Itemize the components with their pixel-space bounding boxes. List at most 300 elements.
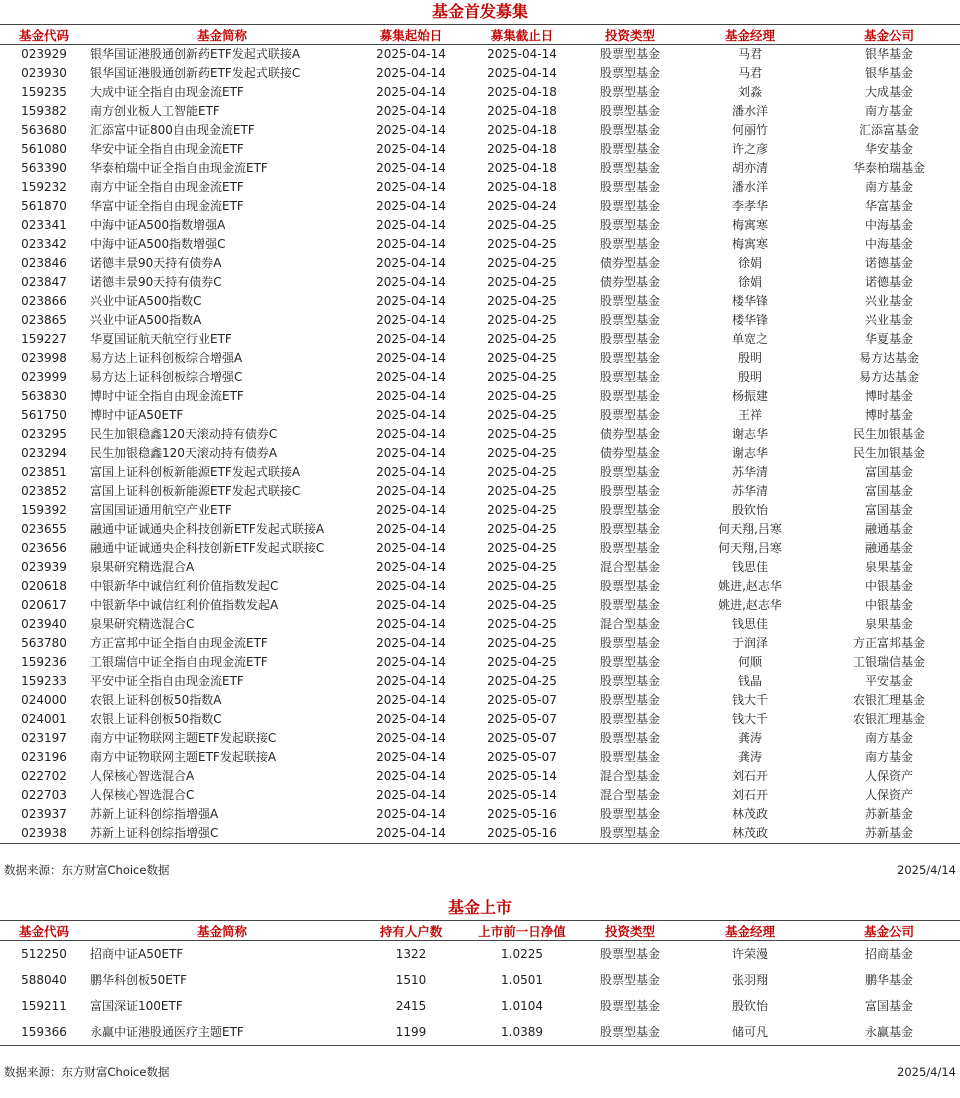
column-header-col-4: 募集截止日 [466, 25, 578, 45]
table-row [0, 140, 960, 159]
cell-col-3: 2025-04-14 [376, 66, 446, 80]
cell-investment-type: 股票型基金 [599, 693, 660, 707]
cell-fund-manager: 姚进,赵志华 [718, 579, 782, 593]
cell-fund-name: 中海中证A500指数增强C [90, 237, 226, 251]
cell-fund-code: 023196 [21, 750, 67, 764]
cell-fund-manager: 刘石开 [731, 769, 768, 783]
cell-fund-code: 023294 [21, 446, 67, 460]
cell-investment-type: 股票型基金 [599, 85, 660, 99]
cell-fund-code: 023929 [21, 47, 67, 61]
cell-fund-code: 561080 [21, 142, 67, 156]
table-row [0, 216, 960, 235]
cell-col-4: 2025-04-25 [487, 579, 557, 593]
cell-fund-name: 南方中证物联网主题ETF发起联接C [90, 731, 277, 745]
cell-fund-manager: 徐娟 [737, 275, 762, 289]
cell-fund-name: 中银新华中诚信红利价值指数发起A [90, 598, 279, 612]
cell-investment-type: 混合型基金 [599, 560, 660, 574]
column-header-investment-type: 投资类型 [578, 921, 682, 941]
cell-col-4: 2025-05-07 [487, 750, 557, 764]
cell-col-4: 1.0389 [466, 1019, 578, 1046]
cell-fund-code: 022703 [21, 788, 67, 802]
cell-fund-company: 汇添富基金 [858, 123, 919, 137]
cell-col-3: 2025-04-14 [376, 218, 446, 232]
cell-fund-code: 159235 [21, 85, 67, 99]
fund-listing-table [0, 920, 960, 1046]
cell-col-3: 2025-04-14 [376, 427, 446, 441]
cell-investment-type: 股票型基金 [599, 636, 660, 650]
cell-fund-code: 023852 [21, 484, 67, 498]
cell-fund-company: 富国基金 [864, 484, 913, 498]
cell-fund-name: 富国上证科创板新能源ETF发起式联接A [90, 465, 301, 479]
cell-fund-code: 023938 [0, 824, 88, 844]
cell-investment-type: 股票型基金 [599, 180, 660, 194]
cell-fund-code: 023937 [21, 807, 67, 821]
cell-fund-code: 159233 [21, 674, 67, 688]
table-row [0, 425, 960, 444]
cell-col-3: 2025-04-14 [376, 256, 446, 270]
table-row [0, 273, 960, 292]
cell-fund-name: 华安中证全指自由现金流ETF [90, 142, 244, 156]
cell-col-4: 2025-04-25 [487, 351, 557, 365]
cell-fund-manager: 许之彦 [731, 142, 768, 156]
cell-fund-name: 泉果研究精选混合C [90, 617, 195, 631]
cell-fund-manager: 钱大千 [731, 693, 768, 707]
cell-fund-manager: 殷明 [737, 370, 762, 384]
cell-col-3: 2025-04-14 [356, 824, 466, 844]
cell-fund-company: 华富基金 [864, 199, 913, 213]
table-row [0, 824, 960, 844]
cell-fund-manager: 林茂政 [682, 824, 818, 844]
cell-col-4: 2025-05-16 [487, 807, 557, 821]
cell-investment-type: 股票型基金 [599, 731, 660, 745]
cell-investment-type: 股票型基金 [599, 999, 660, 1013]
table-row [0, 121, 960, 140]
cell-fund-manager: 姚进,赵志华 [718, 598, 782, 612]
cell-fund-code: 023846 [21, 256, 67, 270]
cell-fund-company: 永赢基金 [818, 1019, 960, 1046]
cell-fund-code: 588040 [21, 973, 67, 987]
table-row [0, 45, 960, 65]
cell-fund-company: 南方基金 [864, 750, 913, 764]
cell-col-4: 2025-04-25 [487, 484, 557, 498]
cell-fund-name: 大成中证全指自由现金流ETF [90, 85, 244, 99]
cell-fund-manager: 刘石开 [731, 788, 768, 802]
cell-fund-manager: 楼华锋 [731, 294, 768, 308]
table-row [0, 710, 960, 729]
cell-fund-name: 富国深证100ETF [90, 999, 183, 1013]
cell-col-4: 2025-04-18 [487, 142, 557, 156]
cell-fund-company: 民生加银基金 [852, 427, 925, 441]
table-row [0, 520, 960, 539]
table-row [0, 235, 960, 254]
table-row [0, 786, 960, 805]
cell-fund-code: 159236 [21, 655, 67, 669]
cell-col-4: 2025-04-18 [487, 161, 557, 175]
cell-col-4: 2025-04-25 [487, 427, 557, 441]
cell-col-3: 2025-04-14 [376, 522, 446, 536]
cell-col-4: 2025-04-18 [487, 104, 557, 118]
cell-fund-manager: 王祥 [737, 408, 762, 422]
table-row [0, 254, 960, 273]
cell-fund-name: 人保核心智选混合A [90, 769, 195, 783]
cell-investment-type: 债券型基金 [599, 446, 660, 460]
cell-investment-type: 股票型基金 [599, 947, 660, 961]
cell-fund-code: 023655 [21, 522, 67, 536]
cell-col-4: 2025-04-25 [487, 408, 557, 422]
cell-fund-company: 苏新基金 [818, 824, 960, 844]
cell-col-3: 2025-04-14 [376, 104, 446, 118]
cell-fund-manager: 刘淼 [737, 85, 762, 99]
table-row [0, 311, 960, 330]
cell-fund-company: 人保资产 [864, 769, 913, 783]
cell-fund-company: 富国基金 [864, 999, 913, 1013]
cell-fund-company: 银华基金 [864, 47, 913, 61]
cell-col-3: 2025-04-14 [376, 693, 446, 707]
cell-fund-company: 人保资产 [864, 788, 913, 802]
data-source-label: 数据来源：东方财富Choice数据 [4, 863, 170, 877]
table-row [0, 178, 960, 197]
cell-investment-type: 股票型基金 [599, 598, 660, 612]
cell-investment-type: 股票型基金 [578, 1019, 682, 1046]
report-date: 2025/4/14 [897, 863, 956, 877]
cell-fund-name: 银华国证港股通创新药ETF发起式联接C [90, 66, 301, 80]
cell-col-4: 2025-05-07 [487, 693, 557, 707]
cell-investment-type: 股票型基金 [599, 484, 660, 498]
cell-col-3: 2025-04-14 [376, 294, 446, 308]
cell-col-3: 2025-04-14 [376, 484, 446, 498]
cell-investment-type: 股票型基金 [599, 218, 660, 232]
cell-investment-type: 股票型基金 [599, 47, 660, 61]
cell-fund-company: 南方基金 [864, 731, 913, 745]
cell-fund-name: 南方中证全指自由现金流ETF [90, 180, 244, 194]
cell-col-3: 2025-04-14 [376, 636, 446, 650]
cell-fund-manager: 苏华清 [731, 484, 768, 498]
cell-fund-name: 融通中证诚通央企科技创新ETF发起式联接C [90, 541, 325, 555]
table-row [0, 406, 960, 425]
cell-fund-company: 诺德基金 [864, 256, 913, 270]
table-row [0, 691, 960, 710]
table-row [0, 501, 960, 520]
table-row [0, 463, 960, 482]
column-header-fund-name: 基金简称 [88, 921, 356, 941]
cell-fund-code: 024000 [21, 693, 67, 707]
table-row [0, 634, 960, 653]
cell-fund-manager: 单宽之 [731, 332, 768, 346]
cell-fund-company: 民生加银基金 [852, 446, 925, 460]
cell-investment-type: 股票型基金 [599, 541, 660, 555]
cell-col-3: 1322 [395, 947, 427, 961]
cell-fund-company: 农银汇理基金 [852, 693, 925, 707]
table-row [0, 967, 960, 993]
cell-investment-type: 股票型基金 [599, 294, 660, 308]
cell-fund-manager: 龚涛 [737, 731, 762, 745]
cell-fund-code: 563680 [21, 123, 67, 137]
cell-fund-manager: 梅寓寒 [731, 218, 768, 232]
cell-col-3: 2025-04-14 [376, 750, 446, 764]
cell-fund-name: 汇添富中证800自由现金流ETF [90, 123, 255, 137]
section-fund-listing [0, 896, 960, 1098]
cell-fund-code: 023865 [21, 313, 67, 327]
section-title-fund-ipo: 基金首发募集 [431, 2, 528, 21]
cell-investment-type: 股票型基金 [599, 712, 660, 726]
column-header-col-3: 持有人户数 [356, 921, 466, 941]
footer-fund-ipo [0, 844, 960, 896]
cell-fund-code: 023866 [21, 294, 67, 308]
cell-fund-company: 富国基金 [864, 503, 913, 517]
cell-col-4: 2025-04-24 [487, 199, 557, 213]
table-row [0, 748, 960, 767]
cell-col-3: 2025-04-14 [376, 313, 446, 327]
cell-fund-code: 023930 [21, 66, 67, 80]
cell-fund-company: 融通基金 [864, 541, 913, 555]
table-row [0, 102, 960, 121]
cell-fund-manager: 何天翔,吕寒 [718, 541, 782, 555]
cell-fund-company: 兴业基金 [864, 313, 913, 327]
cell-fund-manager: 储可凡 [682, 1019, 818, 1046]
cell-col-4: 2025-05-07 [487, 731, 557, 745]
cell-fund-company: 中海基金 [864, 218, 913, 232]
cell-col-3: 2025-04-14 [376, 275, 446, 289]
cell-col-3: 2025-04-14 [376, 541, 446, 555]
cell-fund-company: 银华基金 [864, 66, 913, 80]
cell-fund-company: 华泰柏瑞基金 [852, 161, 925, 175]
cell-col-4: 2025-04-25 [487, 275, 557, 289]
cell-fund-company: 博时基金 [864, 408, 913, 422]
cell-investment-type: 股票型基金 [599, 351, 660, 365]
cell-col-3: 2025-04-14 [376, 370, 446, 384]
table-row [0, 729, 960, 748]
cell-fund-name: 华富中证全指自由现金流ETF [90, 199, 244, 213]
cell-fund-company: 易方达基金 [858, 370, 919, 384]
cell-fund-name: 民生加银稳鑫120天滚动持有债券A [90, 446, 278, 460]
cell-fund-code: 023341 [21, 218, 67, 232]
table-row [0, 539, 960, 558]
cell-fund-company: 招商基金 [864, 947, 913, 961]
table-row [0, 444, 960, 463]
column-header-fund-code: 基金代码 [0, 921, 88, 941]
cell-col-4: 2025-04-18 [487, 85, 557, 99]
cell-fund-company: 南方基金 [864, 104, 913, 118]
cell-col-4: 2025-04-14 [487, 47, 557, 61]
cell-fund-company: 融通基金 [864, 522, 913, 536]
cell-fund-company: 苏新基金 [864, 807, 913, 821]
cell-fund-name: 平安中证全指自由现金流ETF [90, 674, 244, 688]
cell-investment-type: 股票型基金 [599, 465, 660, 479]
cell-fund-manager: 何顺 [737, 655, 762, 669]
cell-col-3: 1199 [356, 1019, 466, 1046]
cell-fund-name: 博时中证全指自由现金流ETF [90, 389, 244, 403]
cell-col-4: 2025-04-18 [487, 123, 557, 137]
cell-fund-manager: 杨振建 [731, 389, 768, 403]
column-header-fund-code: 基金代码 [0, 25, 88, 45]
cell-fund-company: 南方基金 [864, 180, 913, 194]
cell-fund-name: 泉果研究精选混合A [90, 560, 195, 574]
cell-fund-code: 023295 [21, 427, 67, 441]
cell-fund-manager: 何天翔,吕寒 [718, 522, 782, 536]
cell-fund-name: 民生加银稳鑫120天滚动持有债券C [90, 427, 278, 441]
cell-investment-type: 混合型基金 [599, 769, 660, 783]
cell-col-4: 2025-04-25 [487, 636, 557, 650]
cell-col-3: 2025-04-14 [376, 180, 446, 194]
cell-fund-code: 023656 [21, 541, 67, 555]
cell-col-3: 2025-04-14 [376, 199, 446, 213]
cell-col-4: 2025-04-25 [487, 503, 557, 517]
cell-col-3: 1510 [395, 973, 427, 987]
cell-col-3: 2025-04-14 [376, 237, 446, 251]
cell-fund-name: 诺德丰景90天持有债券A [90, 256, 222, 270]
cell-fund-name: 永赢中证港股通医疗主题ETF [88, 1019, 356, 1046]
cell-fund-manager: 谢志华 [731, 427, 768, 441]
cell-fund-manager: 苏华清 [731, 465, 768, 479]
cell-col-4: 2025-04-25 [487, 332, 557, 346]
cell-col-4: 1.0225 [501, 947, 543, 961]
column-header-fund-company: 基金公司 [818, 25, 960, 45]
table-row [0, 292, 960, 311]
cell-fund-code: 024001 [21, 712, 67, 726]
cell-col-3: 2025-04-14 [376, 655, 446, 669]
cell-fund-code: 159227 [21, 332, 67, 346]
cell-fund-company: 易方达基金 [858, 351, 919, 365]
table-row [0, 83, 960, 102]
cell-fund-name: 富国上证科创板新能源ETF发起式联接C [90, 484, 301, 498]
cell-col-3: 2025-04-14 [376, 731, 446, 745]
cell-fund-name: 南方创业板人工智能ETF [90, 104, 220, 118]
cell-col-3: 2025-04-14 [376, 332, 446, 346]
cell-investment-type: 股票型基金 [599, 332, 660, 346]
cell-investment-type: 股票型基金 [599, 142, 660, 156]
table-row [0, 482, 960, 501]
cell-col-3: 2025-04-14 [376, 560, 446, 574]
cell-col-4: 2025-04-25 [487, 465, 557, 479]
cell-fund-name: 富国国证通用航空产业ETF [90, 503, 232, 517]
cell-fund-company: 平安基金 [864, 674, 913, 688]
cell-col-4: 2025-04-25 [487, 446, 557, 460]
table-row [0, 993, 960, 1019]
cell-col-4: 2025-04-25 [487, 370, 557, 384]
column-header-investment-type: 投资类型 [578, 25, 682, 45]
table-row [0, 941, 960, 968]
cell-investment-type: 股票型基金 [599, 313, 660, 327]
cell-investment-type: 债券型基金 [599, 427, 660, 441]
cell-col-3: 2025-04-14 [376, 598, 446, 612]
cell-col-3: 2025-04-14 [376, 446, 446, 460]
cell-investment-type: 股票型基金 [599, 973, 660, 987]
cell-fund-manager: 钱大千 [731, 712, 768, 726]
cell-fund-manager: 许荣漫 [731, 947, 768, 961]
cell-col-4: 2025-05-07 [487, 712, 557, 726]
cell-fund-manager: 马君 [737, 66, 762, 80]
cell-col-4: 2025-04-25 [487, 541, 557, 555]
cell-fund-name: 招商中证A50ETF [90, 947, 184, 961]
cell-fund-manager: 殷钦怡 [731, 503, 768, 517]
cell-fund-company: 中银基金 [864, 598, 913, 612]
cell-fund-manager: 楼华锋 [731, 313, 768, 327]
cell-col-4: 2025-04-25 [487, 522, 557, 536]
cell-col-4: 2025-04-25 [487, 313, 557, 327]
cell-col-4: 2025-04-25 [487, 655, 557, 669]
table-row [0, 672, 960, 691]
cell-investment-type: 股票型基金 [599, 408, 660, 422]
cell-fund-manager: 潘水洋 [731, 180, 768, 194]
cell-col-3: 2025-04-14 [376, 85, 446, 99]
cell-fund-manager: 李孝华 [731, 199, 768, 213]
cell-col-3: 2025-04-14 [376, 161, 446, 175]
cell-fund-name: 中银新华中诚信红利价值指数发起C [90, 579, 279, 593]
table-row [0, 349, 960, 368]
cell-investment-type: 股票型基金 [599, 655, 660, 669]
cell-col-3: 2025-04-14 [376, 47, 446, 61]
cell-col-4: 2025-04-25 [487, 256, 557, 270]
cell-fund-manager: 胡亦清 [731, 161, 768, 175]
cell-col-3: 2025-04-14 [376, 408, 446, 422]
cell-col-4: 2025-04-25 [487, 294, 557, 308]
cell-fund-code: 159232 [21, 180, 67, 194]
cell-investment-type: 股票型基金 [599, 674, 660, 688]
cell-col-3: 2025-04-14 [376, 465, 446, 479]
cell-fund-company: 中银基金 [864, 579, 913, 593]
cell-fund-company: 兴业基金 [864, 294, 913, 308]
cell-col-4: 1.0501 [501, 973, 543, 987]
cell-fund-name: 工银瑞信中证全指自由现金流ETF [90, 655, 268, 669]
cell-col-3: 2025-04-14 [376, 617, 446, 631]
cell-fund-name: 华泰柏瑞中证全指自由现金流ETF [90, 161, 268, 175]
table-row [0, 64, 960, 83]
cell-investment-type: 股票型基金 [599, 579, 660, 593]
report-date: 2025/4/14 [897, 1065, 956, 1079]
cell-investment-type: 股票型基金 [599, 104, 660, 118]
table-row [0, 577, 960, 596]
cell-fund-code: 023197 [21, 731, 67, 745]
cell-fund-name: 诺德丰景90天持有债券C [90, 275, 222, 289]
section-title-fund-listing: 基金上市 [447, 898, 512, 917]
cell-fund-name: 苏新上证科创综指增强C [88, 824, 356, 844]
data-source-label: 数据来源：东方财富Choice数据 [4, 1065, 170, 1079]
table-row [0, 197, 960, 216]
cell-col-4: 2025-04-25 [487, 237, 557, 251]
cell-col-4: 2025-05-14 [487, 769, 557, 783]
cell-fund-code: 023851 [21, 465, 67, 479]
table-row [0, 767, 960, 786]
cell-investment-type: 股票型基金 [599, 370, 660, 384]
cell-fund-manager: 龚涛 [737, 750, 762, 764]
cell-fund-company: 鹏华基金 [864, 973, 913, 987]
cell-col-3: 2025-04-14 [376, 712, 446, 726]
cell-fund-manager: 马君 [737, 47, 762, 61]
cell-fund-code: 159392 [21, 503, 67, 517]
cell-fund-code: 159211 [21, 999, 67, 1013]
cell-col-3: 2025-04-14 [376, 579, 446, 593]
cell-fund-name: 鹏华科创板50ETF [90, 973, 188, 987]
table-row [0, 805, 960, 824]
cell-fund-company: 泉果基金 [864, 560, 913, 574]
cell-fund-name: 融通中证诚通央企科技创新ETF发起式联接A [90, 522, 325, 536]
cell-fund-code: 512250 [21, 947, 67, 961]
table-row [0, 596, 960, 615]
cell-fund-name: 博时中证A50ETF [90, 408, 184, 422]
cell-col-3: 2025-04-14 [376, 389, 446, 403]
cell-col-4: 2025-04-25 [487, 389, 557, 403]
cell-fund-name: 银华国证港股通创新药ETF发起式联接A [90, 47, 301, 61]
cell-fund-code: 159366 [0, 1019, 88, 1046]
cell-fund-manager: 林茂政 [731, 807, 768, 821]
cell-fund-name: 兴业中证A500指数C [90, 294, 202, 308]
cell-col-3: 2025-04-14 [376, 351, 446, 365]
cell-col-4: 2025-04-18 [487, 180, 557, 194]
cell-col-4: 2025-04-25 [487, 560, 557, 574]
cell-investment-type: 股票型基金 [599, 66, 660, 80]
table-header-row [0, 25, 960, 45]
footer-fund-listing [0, 1046, 960, 1098]
